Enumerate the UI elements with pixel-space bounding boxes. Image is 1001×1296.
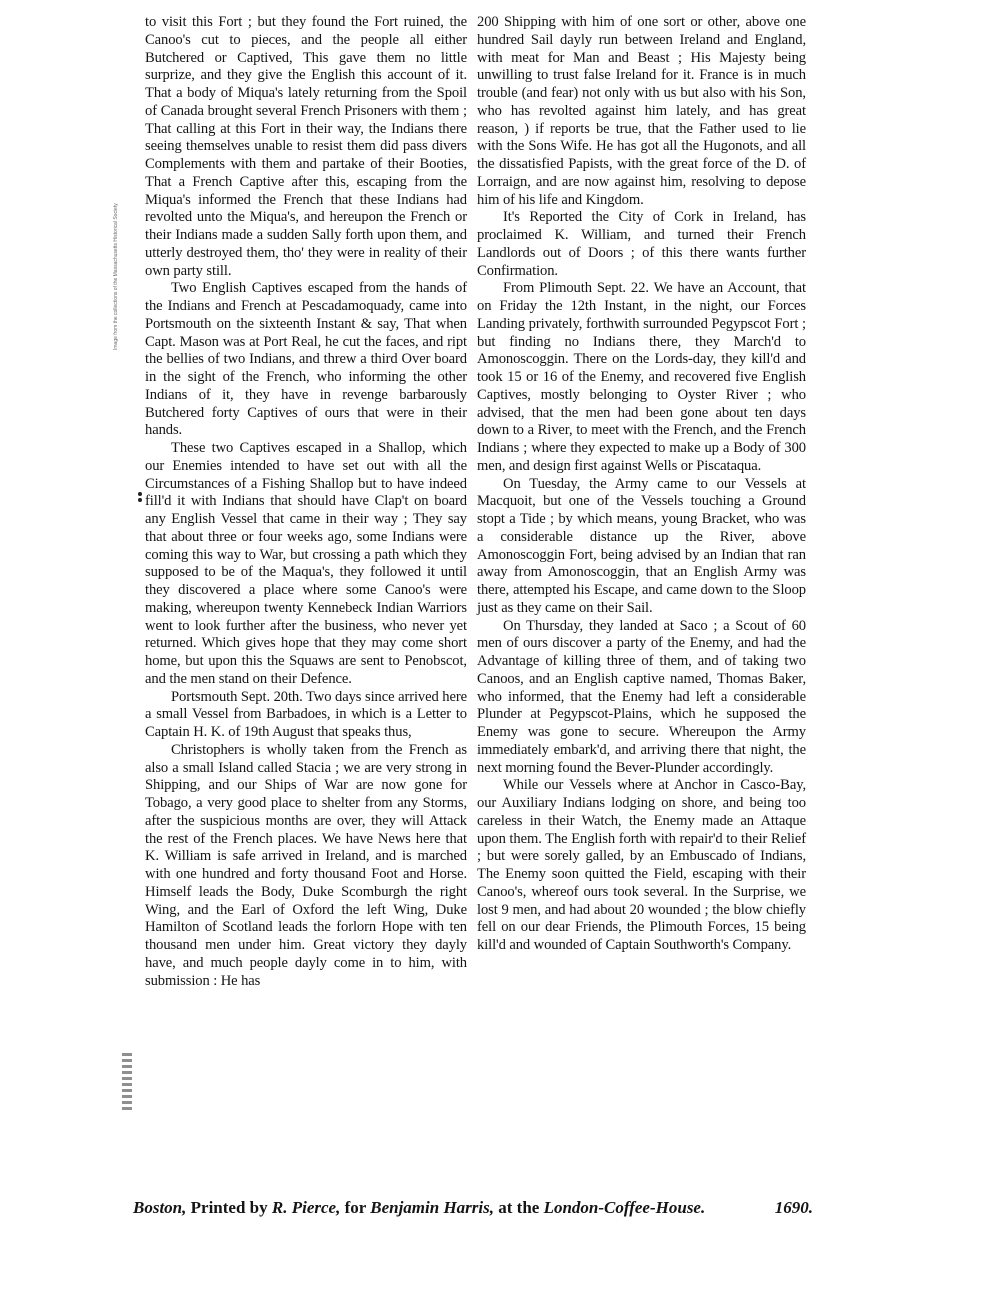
- printer-imprint: [133, 1198, 813, 1218]
- left-text-column: [145, 14, 467, 990]
- paragraph: From Plimouth Sept. 22. We have an Account, that on Friday the 12th Instant, in the night, our Forces Landing privately, forthwith surrounded Pegypscot Fort ; but finding no Indians there, they March'd to Amonoscoggin. There on the Lords-day, they kill'd and took 15 or 16 of the Enemy, and recovered five English Captives, mostly belonging to Oyster River ; who advised, that the men had been gone about ten days down to a River, to meet with the French, and the French Indians ; where they expected to make up a Body of 300 men, and design first against Wells or Piscataqua.: [477, 280, 806, 474]
- paragraph: 200 Shipping with him of one sort or other, above one hundred Sail dayly run between Ireland and England, with meat for Man and Beast ; His Majesty being unwilling to trust false Ireland for it. France is in much trouble (and fear) not only with us but also with his Son, who has revolted against him lately, and has great reason, ) if reports be true, that the Father used to lie with the Sons Wife. He has got all the Hugonots, and all the dissatisfied Papists, with the great force of the D. of Lorraign, and are now against him, resolving to depose him of his life and Kingdom.: [477, 14, 806, 208]
- paragraph: It's Reported the City of Cork in Ireland, has proclaimed K. William, and turned their French Landlords out of Doors ; of this there wants further Confirmation.: [477, 209, 806, 279]
- imprint-printer: R. Pierce,: [271, 1198, 341, 1217]
- imprint-shop: London-Coffee-House.: [543, 1198, 706, 1217]
- imprint-printed-by: Printed by: [190, 1198, 268, 1217]
- margin-dot: [138, 492, 142, 496]
- paragraph: On Tuesday, the Army came to our Vessels at Macquoit, but one of the Vessels touching a Ground stopt a Tide ; by which means, young Bracket, who was a considerable distance up the River, above Amonoscoggin Fort, being advised by an Indian that ran away from Amonoscoggin, that an English Army was there, attempted his Escape, and came down to the Sloop just as they came on their Sail.: [477, 475, 806, 616]
- archive-margin-note: Image from the collections of the Massachusetts Historical Society: [113, 203, 119, 350]
- imprint-publisher: Benjamin Harris,: [370, 1198, 494, 1217]
- imprint-place: Boston,: [133, 1198, 187, 1217]
- paragraph: These two Captives escaped in a Shallop, which our Enemies intended to have set out with all the Circumstances of a Fishing Shallop but to have indeed fill'd it with Indians that should have Clap't on board any English Vessel that came in their way ; They say that about three or four weeks ago, some Indians were coming this way to War, but crossing a path which they supposed to be of the Maqua's, they followed it until they discovered a place where some Canoo's were making, whereupon twenty Kennebeck Indian Warriors went to look further after the business, who never yet returned. Which gives hope that they may come short home, but upon this the Squaws are sent to Penobscot, and the men stand on their Defence.: [145, 440, 467, 687]
- paragraph: to visit this Fort ; but they found the Fort ruined, the Canoo's cut to pieces, and the people all either Butchered or Captived, This gave them no little surprize, and they give the English this account of it. That a body of Miqua's lately returning from the Spoil of Canada brought several French Prisoners with them ; That calling at this Fort in their way, the Indians there seeing themselves unable to resist them did pass divers Complements with them and partake of their Booties, That a French Captive after this, escaping from the Miqua's informed the French that these Indians had revolted unto the Miqua's, and hereupon the French or their Indians made a sudden Sally forth upon them, and utterly destroyed them, tho' they were in reality of their own party still.: [145, 14, 467, 279]
- paragraph: Two English Captives escaped from the hands of the Indians and French at Pescadamoquady, came into Portsmouth on the sixteenth Instant & say, That when Capt. Mason was at Port Real, he cut the faces, and ript the bellies of two Indians, and threw a third Over board in the sight of the French, who informing the other Indians of it, they have in revenge barbarously Butchered forty Captives of ours that were in their hands.: [145, 280, 467, 439]
- paragraph: While our Vessels where at Anchor in Casco-Bay, our Auxiliary Indians lodging on shore, and being too careless in their Watch, the Enemy made an Attaque upon them. The English forth with repair'd to their Relief ; but were sorely galled, by an Embuscado of Indians, The Enemy soon quitted the Field, escaping with their Canoo's, whereof ours took several. In the Surprise, we lost 9 men, and had about 20 wounded ; the blow chiefly fell on our dear Friends, the Plimouth Forces, 15 being kill'd and wounded of Captain Southworth's Company.: [477, 777, 806, 953]
- right-text-column: [477, 14, 806, 955]
- paragraph: On Thursday, they landed at Saco ; a Scout of 60 men of ours discover a party of the Enemy, and had the Advantage of killing three of them, and of taking two Canoos, and an English captive named, Thomas Baker, who informed, that the Enemy had left a considerable Plunder at Pegypscot-Plains, which he supposed the Enemy was gone to secure. Whereupon the Army immediately embark'd, and arriving there that night, the next morning found the Bever-Plunder accordingly.: [477, 617, 806, 776]
- imprint-year: 1690.: [774, 1198, 813, 1217]
- paragraph: Christophers is wholly taken from the French as also a small Island called Stacia ; we are very strong in Shipping, and our Ships of War are now gone for Tobago, a very good place to shelter from any Storms, after the suspicious months are over, they will Attack the rest of the French places. We have News here that K. William is safe arrived in Ireland, and is marched with one hundred and forty thousand Foot and Horse. Himself leads the Body, Duke Scomburgh the right Wing, and the Earl of Oxford the left Wing, Duke Hamilton of Scotland leads the forlorn Hope with ten thousand men under him. Great victory they dayly have, and much people dayly come in to him, with submission : He has: [145, 741, 467, 989]
- imprint-at: at the: [498, 1198, 540, 1217]
- margin-stamp-mark: [122, 1050, 132, 1110]
- imprint-for: for: [344, 1198, 366, 1217]
- margin-dot: [138, 498, 142, 502]
- paragraph: Portsmouth Sept. 20th. Two days since arrived here a small Vessel from Barbadoes, in which is a Letter to Captain H. K. of 19th August that speaks thus,: [145, 688, 467, 740]
